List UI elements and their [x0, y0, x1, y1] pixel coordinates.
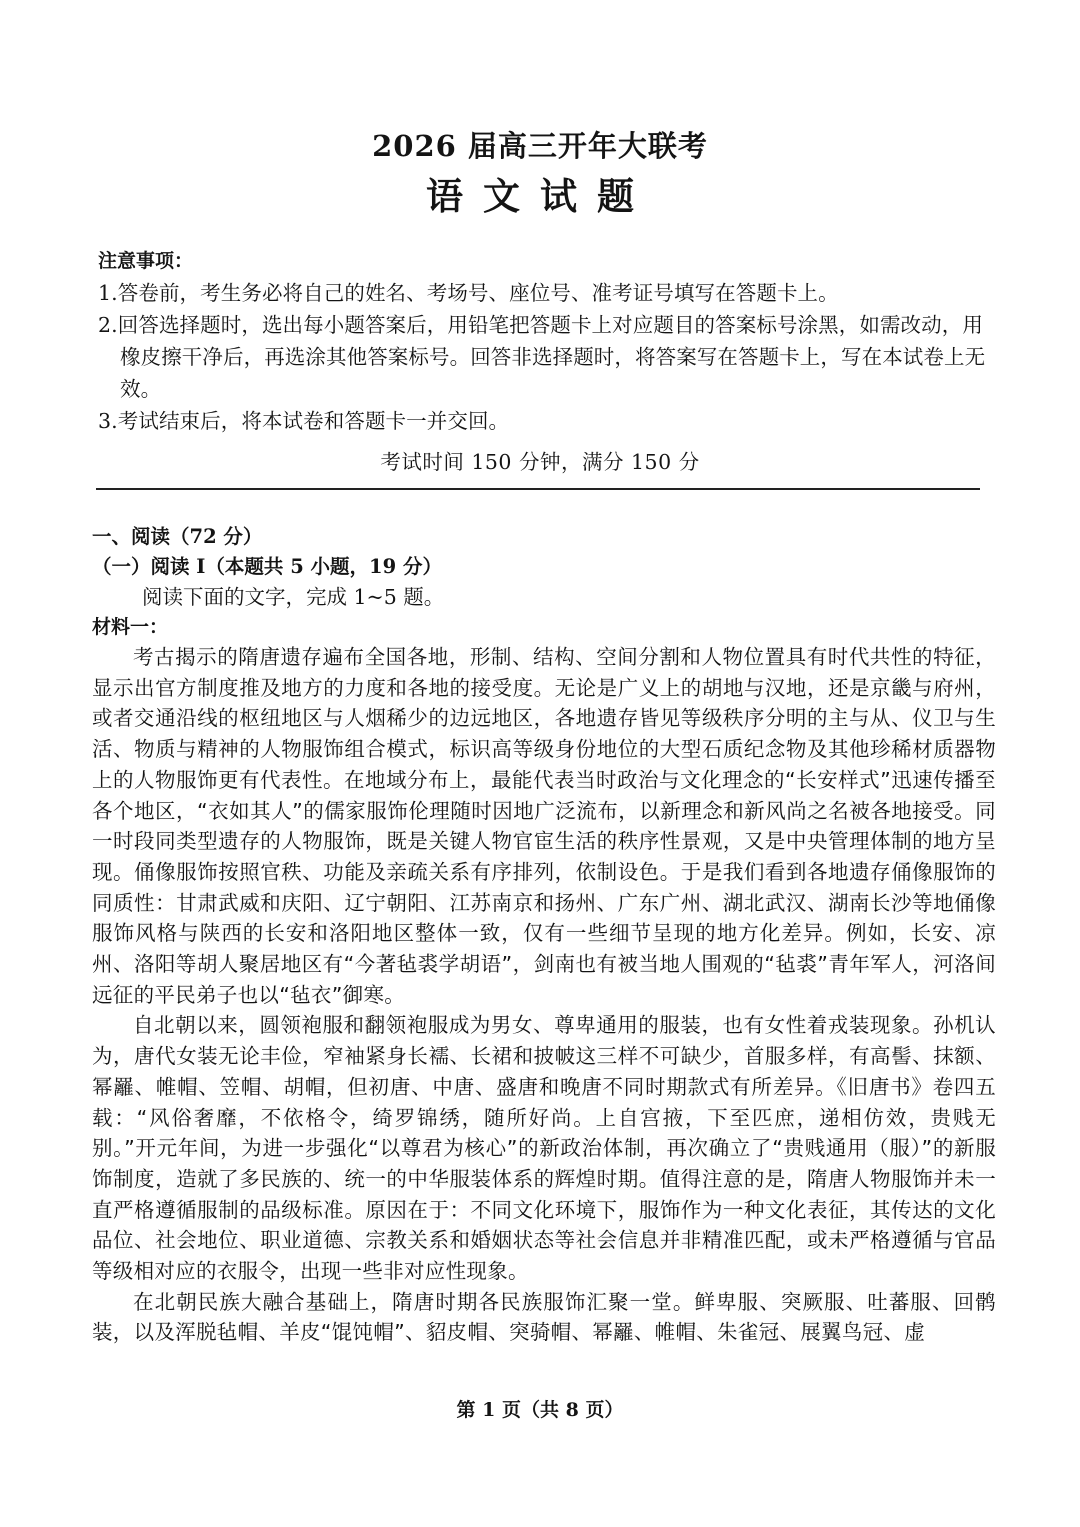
notes-heading: 注意事项：: [98, 250, 194, 272]
subject-title: 语文试题: [426, 174, 654, 218]
note-item-1: 1.答卷前，考生务必将自己的姓名、考场号、座位号、准考证号填写在答题卡上。: [98, 281, 839, 305]
section-heading: 一、阅读（72 分）: [92, 525, 263, 548]
paragraph-2: 自北朝以来，圆领袍服和翻领袍服成为男女、尊卑通用的服装，也有女性着戎装现象。孙机认为，唐代女装无论丰俭，窄袖紧身长襦、长裙和披帔这三样不可缺少，首服多样，有高髻、抹额、幂䍦、帷帽、笠帽、胡帽，但初唐、中唐、盛唐和晚唐不同时期款式有所差异。《旧唐书》卷四五载：“风俗奢靡，不依格令，绮罗锦绣，随所好尚。上自宫掖，下至匹庶，递相仿效，贵贱无别。”开元年间，为进一步强化“以尊君为核心”的新政治体制，再次确立了“贵贱通用（服）”的新服饰制度，造就了多民族的、统一的中华服装体系的辉煌时期。值得注意的是，隋唐人物服饰并未一直严格遵循服制的品级标准。原因在于：不同文化环境下，服饰作为一种文化表征，其传达的文化品位、社会地位、职业道德、宗教关系和婚姻状态等社会信息并非精准匹配，或未严格遵循与官品等级相对应的衣服令，出现一些非对应性现象。: [92, 1013, 996, 1284]
material-label: 材料一：: [92, 616, 169, 638]
exam-time-score: 考试时间 150 分钟，满分 150 分: [380, 450, 700, 474]
note-item-2: 2.回答选择题时，选出每小题答案后，用铅笔把答题卡上对应题目的答案标号涂黑，如需改动，用橡皮擦干净后，再选涂其他答案标号。回答非选择题时，将答案写在答题卡上，写在本试卷上无效。: [98, 313, 986, 401]
notes-block: [98, 245, 988, 437]
reading-section: [92, 522, 996, 1348]
divider-line: [96, 488, 980, 490]
paragraph-1: 考古揭示的隋唐遗存遍布全国各地，形制、结构、空间分割和人物位置具有时代共性的特征，显示出官方制度推及地方的力度和各地的接受度。无论是广义上的胡地与汉地，还是京畿与府州，或者交通沿线的枢纽地区与人烟稀少的边远地区，各地遗存皆见等级秩序分明的主与从、仪卫与生活、物质与精神的人物服饰组合模式，标识高等级身份地位的大型石质纪念物及其他珍稀材质器物上的人物服饰更有代表性。在地域分布上，最能代表当时政治与文化理念的“长安样式”迅速传播至各个地区，“衣如其人”的儒家服饰伦理随时因地广泛流布，以新理念和新风尚之名被各地接受。同一时段同类型遗存的人物服饰，既是关键人物官宦生活的秩序性景观，又是中央管理体制的地方呈现。俑像服饰按照官秩、功能及亲疏关系有序排列，依制设色。于是我们看到各地遗存俑像服饰的同质性：甘肃武威和庆阳、辽宁朝阳、江苏南京和扬州、广东广州、湖北武汉、湖南长沙等地俑像服饰风格与陕西的长安和洛阳地区整体一致，仅有一些细节呈现的地方化差异。例如，长安、凉州、洛阳等胡人聚居地区有“今著毡裘学胡语”，剑南也有被当地人围观的“毡裘”青年军人，河洛间远征的平民弟子也以“毡衣”御寒。: [92, 645, 996, 1007]
note-item-3: 3.考试结束后，将本试卷和答题卡一并交回。: [98, 409, 510, 433]
paragraph-3: 在北朝民族大融合基础上，隋唐时期各民族服饰汇聚一堂。鲜卑服、突厥服、吐蕃服、回鹘装，以及浑脱毡帽、羊皮“馄饨帽”、貂皮帽、突骑帽、幂䍦、帷帽、朱雀冠、展翼鸟冠、虚: [92, 1289, 996, 1345]
exam-title: 2026 届高三开年大联考: [372, 129, 708, 163]
reading-instruction: 阅读下面的文字，完成 1~5 题。: [142, 585, 445, 609]
subsection-heading: （一）阅读 I（本题共 5 小题，19 分）: [92, 555, 442, 578]
page-number: 第 1 页（共 8 页）: [456, 1399, 624, 1421]
